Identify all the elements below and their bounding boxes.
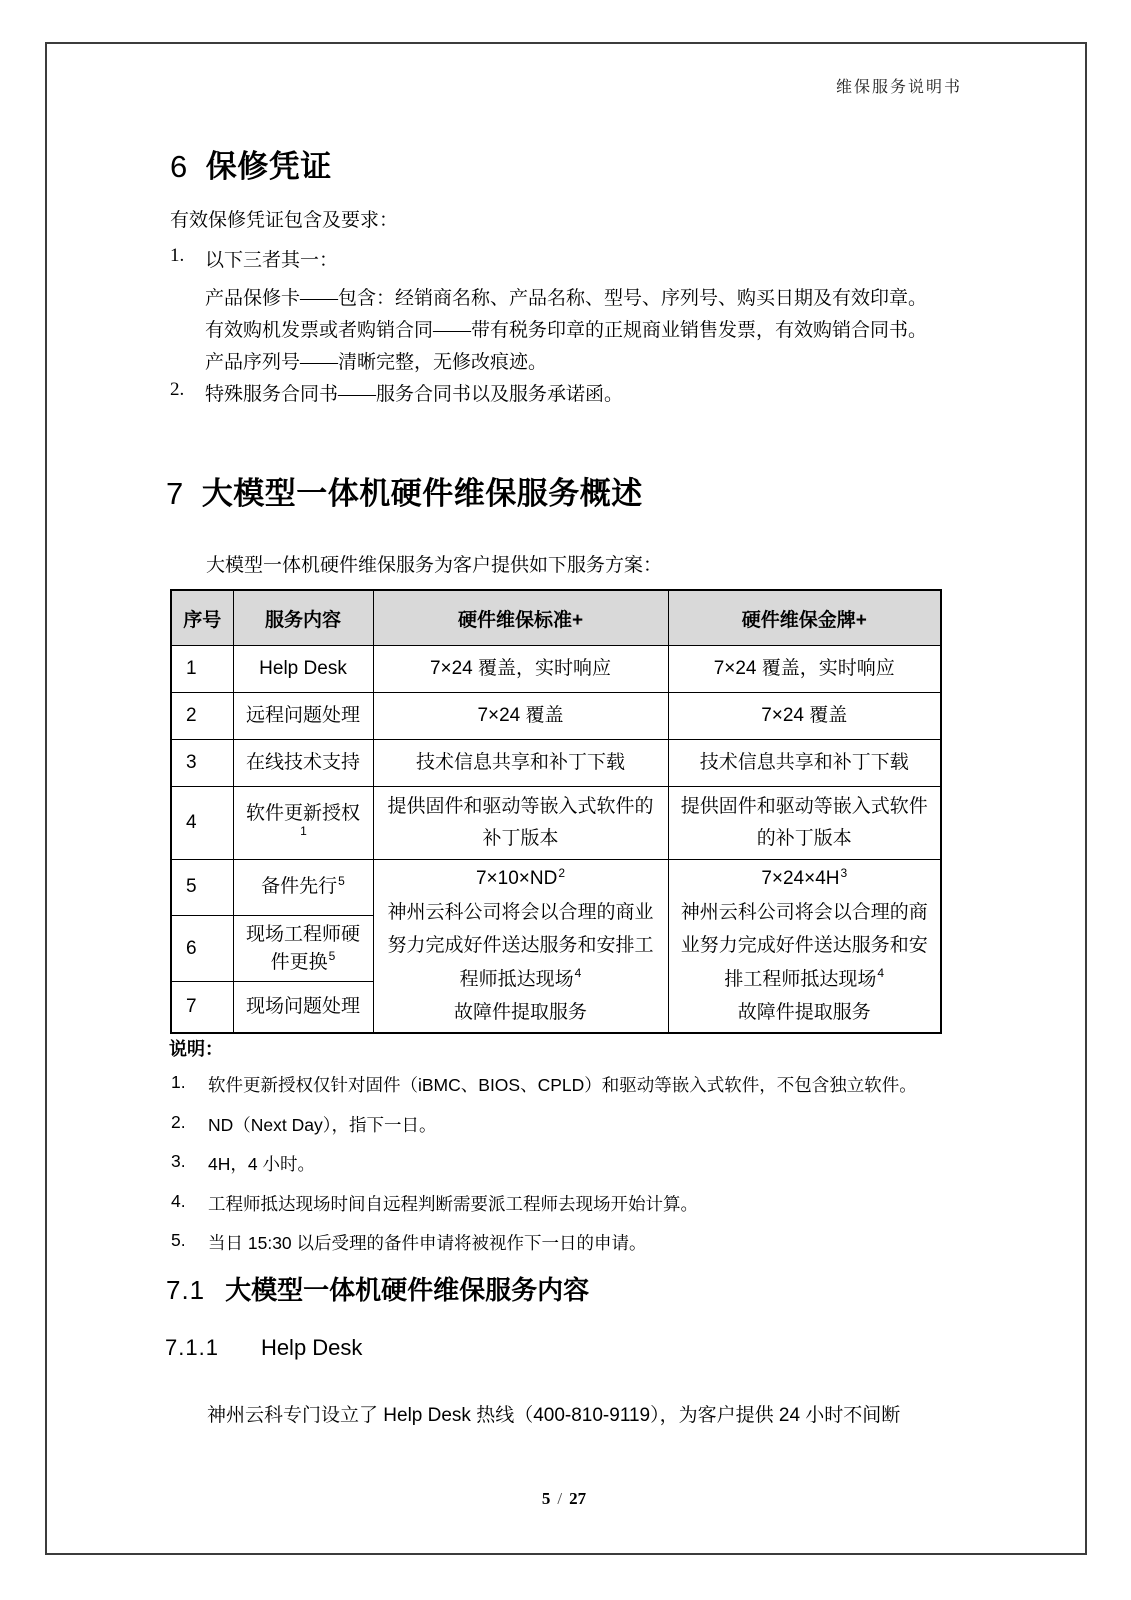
- cell-index: 7: [171, 982, 233, 1033]
- cell-service: Help Desk: [233, 646, 373, 693]
- list-item-number: 2.: [170, 379, 185, 400]
- footer-separator: /: [557, 1489, 563, 1508]
- list-item: [170, 245, 960, 272]
- section7-1-heading: [166, 1270, 589, 1307]
- detail-line: 产品保修卡——包含：经销商名称、产品名称、型号、序列号、购买日期及有效印章。: [205, 288, 928, 309]
- cell-index: 5: [171, 860, 233, 916]
- cell-gold: 7×24 覆盖: [668, 693, 941, 740]
- col-header-index: 序号: [171, 590, 233, 646]
- cell-standard-merged: [373, 860, 668, 1033]
- list-item: [170, 379, 960, 406]
- note-text: 4H，4 小时。: [208, 1154, 315, 1174]
- section6-title: 保修凭证: [205, 149, 332, 184]
- service-plan-table: [170, 589, 942, 1034]
- cell-index: 3: [171, 740, 233, 787]
- desc-line: 神州云科公司将会以合理的商业努力完成好件送达服务和安排工程师抵达现场$^4$: [680, 901, 928, 990]
- spec-line: $7\times 24\times 4H^3$: [761, 865, 848, 889]
- cell-gold-merged: [668, 860, 941, 1033]
- note-item: [171, 1151, 961, 1176]
- cell-index: 6: [171, 915, 233, 981]
- col-header-service: 服务内容: [233, 590, 373, 646]
- cell-standard: 技术信息共享和补丁下载: [373, 740, 668, 787]
- notes-list: [171, 1072, 961, 1270]
- footer-page-number: 5: [541, 1489, 551, 1508]
- section6-heading: [170, 141, 332, 186]
- section7-1-1-number: 7.1.1: [165, 1335, 219, 1360]
- page-footer: [45, 1489, 1083, 1509]
- note-text: ND（Next Day），指下一日。: [208, 1114, 437, 1135]
- section7-intro: 大模型一体机硬件维保服务为客户提供如下服务方案：: [206, 555, 663, 576]
- detail-line: 产品序列号——清晰完整，无修改痕迹。: [205, 352, 548, 373]
- footer-total-pages: 27: [569, 1489, 587, 1508]
- cell-gold: 7×24 覆盖，实时响应: [668, 646, 941, 693]
- cell-service-text: 软件更新授权: [245, 803, 360, 824]
- list-item-detail: [205, 283, 970, 379]
- note-number: 2.: [171, 1111, 186, 1132]
- spec-line: $7\times 10\times ND^2$: [475, 865, 566, 889]
- cell-service-footnote: 1: [300, 823, 307, 838]
- notes-label: 说明：: [169, 1039, 223, 1059]
- note-item: [171, 1112, 961, 1137]
- list-item-number: 1.: [170, 245, 185, 266]
- note-number: 4.: [171, 1190, 186, 1211]
- section7-number: 7: [166, 476, 184, 511]
- closing-paragraph: 神州云科专门设立了 Help Desk 热线（400-810-9119），为客户提供 24 小时不间断: [207, 1405, 901, 1426]
- cell-service: 现场问题处理: [233, 982, 373, 1033]
- table-row: [171, 646, 941, 693]
- section7-1-1-heading: [165, 1335, 362, 1361]
- cell-gold: 提供固件和驱动等嵌入式软件的补丁版本: [668, 787, 941, 860]
- col-header-standard: 硬件维保标准+: [373, 590, 668, 646]
- section6-number: 6: [170, 149, 188, 184]
- section6-intro: 有效保修凭证包含及要求：: [170, 210, 399, 231]
- cell-index: 4: [171, 787, 233, 860]
- cell-service: [233, 787, 373, 860]
- note-number: 1.: [171, 1072, 186, 1092]
- note-number: 5.: [171, 1230, 186, 1250]
- cell-service: 现场工程师硬件更换$^5$: [233, 915, 373, 981]
- table-row: [171, 740, 941, 787]
- cell-standard: 7×24 覆盖: [373, 693, 668, 740]
- cell-index: 2: [171, 693, 233, 740]
- note-item: [171, 1072, 961, 1097]
- cell-standard: 提供固件和驱动等嵌入式软件的补丁版本: [373, 787, 668, 860]
- section7-1-title: 大模型一体机硬件维保服务内容: [225, 1275, 590, 1305]
- note-item: [171, 1191, 961, 1216]
- list-item-text: 特殊服务合同书——服务合同书以及服务承诺函。: [205, 384, 624, 405]
- section7-title: 大模型一体机硬件维保服务概述: [201, 476, 643, 511]
- section7-1-1-title: Help Desk: [260, 1335, 363, 1360]
- note-item: [171, 1230, 961, 1255]
- cell-gold: 技术信息共享和补丁下载: [668, 740, 941, 787]
- cell-standard: 7×24 覆盖，实时响应: [373, 646, 668, 693]
- desc-line: 神州云科公司将会以合理的商业努力完成好件送达服务和安排工程师抵达现场$^4$: [387, 901, 654, 990]
- table-row: [171, 860, 941, 916]
- page-header-title: 维保服务说明书: [835, 79, 962, 96]
- section7-1-number: 7.1: [166, 1275, 206, 1305]
- note-text: 工程师抵达现场时间自远程判断需要派工程师去现场开始计算。: [208, 1193, 698, 1214]
- list-item-text: 以下三者其一：: [205, 250, 339, 271]
- detail-line: 有效购机发票或者购销合同——带有税务印章的正规商业销售发票，有效购销合同书。: [205, 320, 928, 341]
- cell-service: 备件先行$^5$: [233, 860, 373, 916]
- extra-line: 故障件提取服务: [453, 1002, 587, 1023]
- table-row: [171, 693, 941, 740]
- note-text: 软件更新授权仅针对固件（iBMC、BIOS、CPLD）和驱动等嵌入式软件，不包含独立软件。: [208, 1075, 917, 1095]
- cell-index: 1: [171, 646, 233, 693]
- table-row: [171, 787, 941, 860]
- cell-service: 在线技术支持: [233, 740, 373, 787]
- section7-heading: [166, 468, 643, 513]
- note-text: 当日 15:30 以后受理的备件申请将被视作下一日的申请。: [208, 1233, 647, 1253]
- extra-line: 故障件提取服务: [737, 1002, 871, 1023]
- col-header-gold: 硬件维保金牌+: [668, 590, 941, 646]
- table-header-row: [171, 590, 941, 646]
- cell-service: 远程问题处理: [233, 693, 373, 740]
- note-number: 3.: [171, 1151, 186, 1171]
